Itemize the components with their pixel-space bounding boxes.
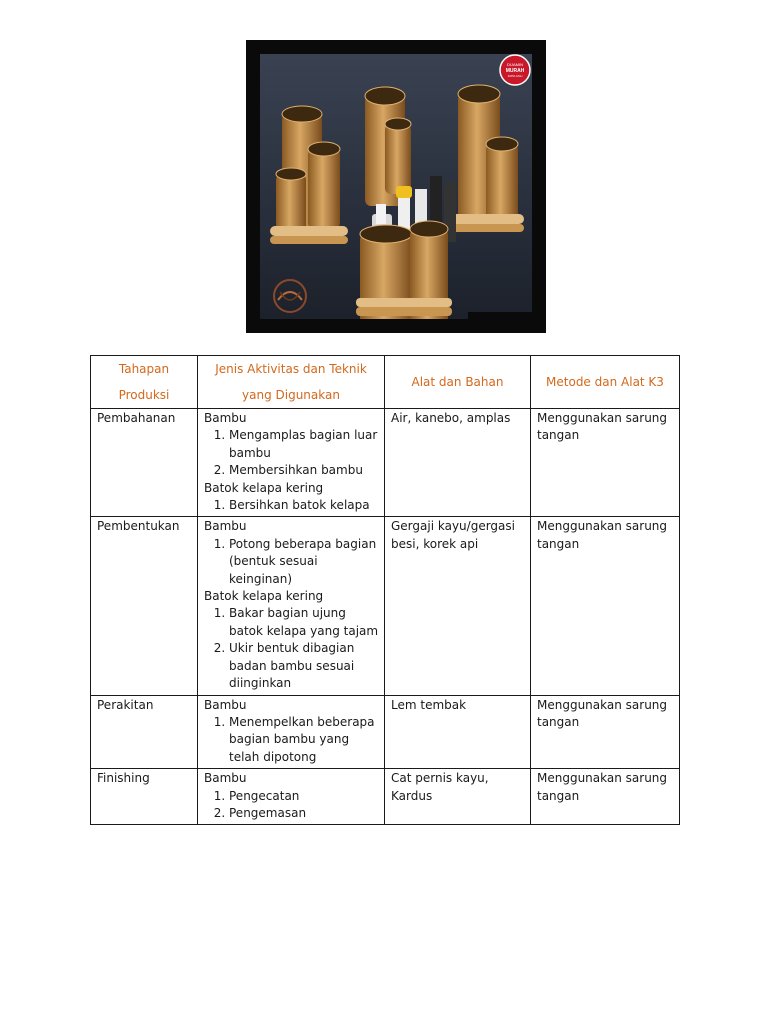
header-tahapan-produksi: Tahapan Produksi [91,356,198,409]
material-label: Bambu [204,519,247,534]
activities-cell [198,517,385,695]
k3-cell: Menggunakan sarung tangan [531,769,680,825]
table-row [91,695,680,769]
material-label: Batok kelapa kering [204,589,324,604]
svg-text:MURAH: MURAH [505,68,525,74]
step-item: 1. Potong beberapa bagian (bentuk sesuai keinginan) [229,536,379,588]
k3-cell: Menggunakan sarung tangan [531,517,680,695]
material-label: Bambu [204,697,247,712]
header-jenis-aktivitas: Jenis Aktivitas dan Teknik yang Digunakan [198,356,385,409]
steps-list [204,788,379,823]
material-label: Batok kelapa kering [204,480,324,495]
steps-list [204,497,379,514]
product-photo [246,40,546,333]
step-item: 1. Mengamplas bagian luar bambu [229,427,379,462]
stage-cell: Pembentukan [91,517,198,695]
stage-cell: Perakitan [91,695,198,769]
material-label: Bambu [204,411,247,425]
tools-cell: Air, kanebo, amplas [385,409,531,517]
activities-cell [198,769,385,825]
table-row [91,517,680,695]
stage-cell: Finishing [91,769,198,825]
tools-cell: Lem tembak [385,695,531,769]
price-badge [500,55,530,85]
steps-list [204,536,379,588]
header-alat-bahan: Alat dan Bahan [385,356,531,409]
tools-cell: Gergaji kayu/gergasi besi, korek api [385,517,531,695]
step-item: 1. Pengecatan [229,788,379,805]
k3-cell: Menggunakan sarung tangan [531,695,680,769]
svg-text:DIJAMIN: DIJAMIN [507,62,523,67]
step-item: 1. Bakar bagian ujung batok kelapa yang tajam [229,605,379,640]
step-item: 1. Menempelkan beberapa bagian bambu yang telah dipotong [229,714,379,766]
step-item: 2. Membersihkan bambu [229,462,379,479]
production-table [90,355,680,825]
steps-list [204,427,379,479]
step-item: 1. Bersihkan batok kelapa [229,497,379,514]
header-metode-k3: Metode dan Alat K3 [531,356,680,409]
steps-list [204,605,379,692]
table-row [91,769,680,825]
step-item: 2. Ukir bentuk dibagian badan bambu sesuai diinginkan [229,640,379,692]
stage-cell: Pembahanan [91,409,198,517]
svg-text:100% ASLI: 100% ASLI [507,74,523,78]
activities-cell [198,409,385,517]
steps-list [204,714,379,766]
k3-cell: Menggunakan sarung tangan [531,409,680,517]
table-header-row [91,356,680,409]
tools-cell: Cat pernis kayu, Kardus [385,769,531,825]
material-label: Bambu [204,771,247,786]
activities-cell [198,695,385,769]
table-row [91,409,680,517]
bamboo-pen-holders-photo [260,54,532,319]
step-item: 2. Pengemasan [229,805,379,822]
